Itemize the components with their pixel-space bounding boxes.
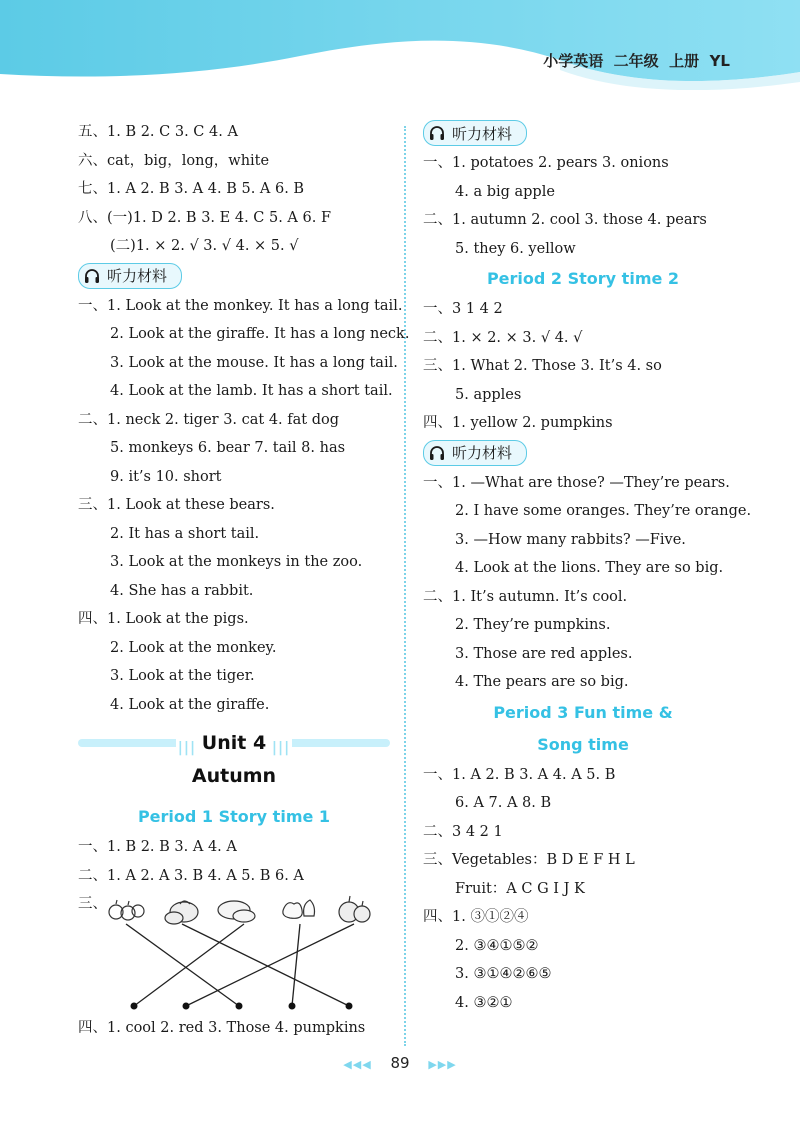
badge-label: 听力材料 (452, 444, 513, 462)
item-content: 2. It has a short tail. (110, 525, 260, 542)
item-content: (二)1. × 2. √ 3. √ 4. × 5. √ (110, 238, 299, 254)
list-item (78, 1014, 390, 1043)
item-mark: 四、 (78, 611, 107, 627)
item-content: 6. A 7. A 8. B (455, 795, 552, 811)
potatoes-picture (218, 901, 255, 922)
headphones-icon (428, 444, 446, 462)
item-content: 5. they 6. yellow (455, 240, 576, 257)
list-item (423, 409, 743, 438)
item-content: 1. Look at the monkey. It has a long tail. (107, 297, 403, 314)
item-content: 4. a big apple (455, 183, 555, 200)
item-content: Fruit：A C G I J K (455, 880, 585, 897)
header-title: 小学英语 二年级 上册 YL (543, 52, 730, 70)
item-content: 3 4 2 1 (452, 823, 503, 840)
item-mark: 四、 (423, 415, 452, 431)
item-content: 1. potatoes 2. pears 3. onions (452, 155, 669, 171)
item-content: 2. Look at the giraffe. It has a long neck. (110, 326, 410, 342)
item-content: 9. it’s 10. short (110, 468, 222, 485)
item-content: 1. —What are those? —They’re pears. (452, 474, 730, 491)
list-item (423, 526, 743, 555)
pears-picture (283, 900, 315, 918)
list-item (423, 352, 743, 381)
item-mark: 一、 (423, 474, 452, 491)
item-content: 4. She has a rabbit. (110, 582, 254, 599)
apples-picture (109, 900, 144, 920)
item-mark: 四、 (78, 1020, 107, 1036)
item-mark: 一、 (423, 301, 452, 317)
item-content: 3. Look at the tiger. (110, 668, 255, 684)
unit-heading-bar (78, 727, 390, 759)
list-item (78, 292, 403, 321)
list-item (78, 691, 390, 720)
list-item (78, 662, 390, 691)
list-item (78, 833, 390, 862)
period-heading: Period 3 Fun time & (493, 702, 673, 722)
list-item (78, 175, 390, 204)
list-item (423, 583, 743, 612)
list-item (78, 147, 390, 176)
headphones-icon (83, 267, 101, 285)
list-item (78, 349, 398, 378)
list-item (78, 434, 390, 463)
page-number: 89 (390, 1054, 410, 1072)
list-item (423, 846, 743, 875)
item-content: 1. What 2. Those 3. It’s 4. so (452, 358, 662, 374)
item-content: 4. The pears are so big. (455, 674, 629, 690)
pumpkin-pile-picture (165, 901, 198, 924)
list-item (78, 862, 390, 891)
item-mark: 二、 (78, 411, 107, 428)
item-mark: 五、 (78, 124, 107, 140)
listening-block-left (78, 292, 410, 720)
item-mark: 三、 (423, 358, 452, 374)
badge-label: 听力材料 (452, 124, 513, 143)
headphones-icon (428, 124, 446, 142)
header-wave (0, 0, 800, 90)
list-item (423, 381, 743, 410)
unit-title: ||| Unit 4 ||| (176, 732, 292, 754)
item-mark: 一、 (78, 297, 107, 314)
item-content: 3 1 4 2 (452, 301, 503, 317)
item-content: 3. Those are red apples. (455, 645, 633, 662)
answers-block-a (78, 118, 390, 261)
item-mark: 一、 (423, 155, 452, 171)
item-content: 1. Look at the pigs. (107, 611, 249, 627)
matching-exercise (78, 890, 390, 1014)
item-content: 1. A 2. A 3. B 4. A 5. B 6. A (107, 867, 304, 884)
period-heading: Period 1 Story time 1 (137, 807, 331, 826)
onions-picture (339, 896, 370, 922)
item-mark: 二、 (78, 867, 107, 884)
item-content: 5. monkeys 6. bear 7. tail 8. has (110, 440, 346, 456)
list-item (78, 204, 390, 233)
list-item (423, 668, 743, 697)
item-mark: 一、 (423, 766, 452, 783)
period-heading-cont: Song time (537, 734, 629, 754)
list-item (423, 960, 743, 989)
item-content: 3. —How many rabbits? —Five. (455, 531, 686, 548)
item-content: 1. ③①②④ (452, 909, 529, 925)
listening-material-badge (423, 120, 527, 146)
list-item (78, 377, 393, 406)
period-heading: Period 2 Story time 2 (486, 269, 680, 288)
item-content: Vegetables：B D E F H L (452, 852, 635, 868)
list-item (78, 577, 390, 606)
list-item (78, 320, 410, 349)
item-content: 1. cool 2. red 3. Those 4. pumpkins (107, 1020, 366, 1036)
list-item (423, 611, 743, 640)
list-item (423, 206, 743, 235)
list-item (423, 324, 743, 353)
listening-material-badge (78, 263, 182, 289)
list-item (423, 149, 743, 178)
list-item (423, 640, 743, 669)
list-item (423, 932, 743, 961)
item-content: 1. B 2. C 3. C 4. A (107, 124, 238, 140)
right-column (423, 118, 752, 1017)
list-item (78, 491, 390, 520)
item-content: 1. yellow 2. pumpkins (452, 415, 613, 431)
list-item (423, 903, 743, 932)
badge-label: 听力材料 (107, 267, 168, 285)
item-content: 1. neck 2. tiger 3. cat 4. fat dog (107, 411, 340, 428)
item-content: 4. ③②① (455, 994, 513, 1011)
item-mark: 三、 (78, 896, 107, 912)
list-item (78, 548, 390, 577)
matching-lines (126, 924, 354, 1006)
list-item (423, 497, 752, 526)
list-item (423, 235, 743, 264)
item-content: 2. I have some oranges. They’re orange. (455, 503, 752, 519)
item-mark: 二、 (423, 212, 452, 228)
list-item (423, 989, 743, 1018)
item-mark: 一、 (78, 839, 107, 855)
item-content: 3. Look at the mouse. It has a long tail. (110, 354, 398, 371)
item-mark: 二、 (423, 588, 452, 605)
item-content: 1. B 2. B 3. A 4. A (107, 839, 237, 855)
item-mark: 四、 (423, 909, 452, 925)
item-mark: 八、 (78, 209, 107, 226)
item-content: cat，big，long，white (107, 152, 270, 169)
item-content: 1. autumn 2. cool 3. those 4. pears (452, 212, 707, 228)
list-item (423, 554, 743, 583)
listening-material-badge (423, 440, 527, 466)
page-footer (0, 1054, 800, 1072)
item-content: 2. ③④①⑤② (455, 937, 539, 954)
list-item (423, 761, 743, 790)
item-content: 2. They’re pumpkins. (455, 617, 611, 633)
item-mark: 七、 (78, 181, 107, 197)
list-item (78, 118, 390, 147)
list-item (423, 178, 743, 207)
list-item (78, 520, 390, 549)
item-content: 1. A 2. B 3. A 4. A 5. B (452, 766, 616, 783)
item-mark: 三、 (78, 497, 107, 513)
list-item (78, 605, 390, 634)
item-content: 1. A 2. B 3. A 4. B 5. A 6. B (107, 181, 305, 197)
list-item (78, 634, 390, 663)
matching-dots (131, 1003, 353, 1010)
list-item (423, 818, 743, 847)
list-item (423, 875, 743, 904)
list-item (423, 469, 743, 498)
item-content: 4. Look at the lions. They are so big. (455, 560, 724, 576)
item-mark: 六、 (78, 152, 107, 169)
left-arrows-icon: ◀◀◀ (343, 1058, 372, 1071)
item-content: 4. Look at the giraffe. (110, 696, 270, 713)
item-content: 1. It’s autumn. It’s cool. (452, 588, 628, 605)
item-content: 1. × 2. × 3. √ 4. √ (452, 329, 583, 346)
list-item (423, 789, 743, 818)
item-mark: 二、 (423, 823, 452, 840)
list-item (78, 463, 390, 492)
left-column (78, 118, 410, 1043)
item-content: 3. ③①④②⑥⑤ (455, 966, 552, 982)
list-item (78, 232, 390, 261)
item-content: 5. apples (455, 386, 522, 403)
right-arrows-icon: ▶▶▶ (428, 1058, 457, 1071)
unit-subtitle: Autumn (191, 765, 277, 787)
item-content: 1. Look at these bears. (107, 497, 275, 513)
list-item (423, 295, 743, 324)
item-content: 2. Look at the monkey. (110, 639, 277, 656)
item-content: 4. Look at the lamb. It has a short tail. (110, 383, 393, 399)
item-mark: 三、 (423, 852, 452, 868)
item-mark: 二、 (423, 329, 452, 346)
item-content: (一)1. D 2. B 3. E 4. C 5. A 6. F (107, 209, 332, 226)
column-divider (404, 126, 406, 1046)
matching-diagram (104, 890, 390, 1014)
list-item (78, 406, 390, 435)
item-content: 3. Look at the monkeys in the zoo. (110, 554, 363, 570)
